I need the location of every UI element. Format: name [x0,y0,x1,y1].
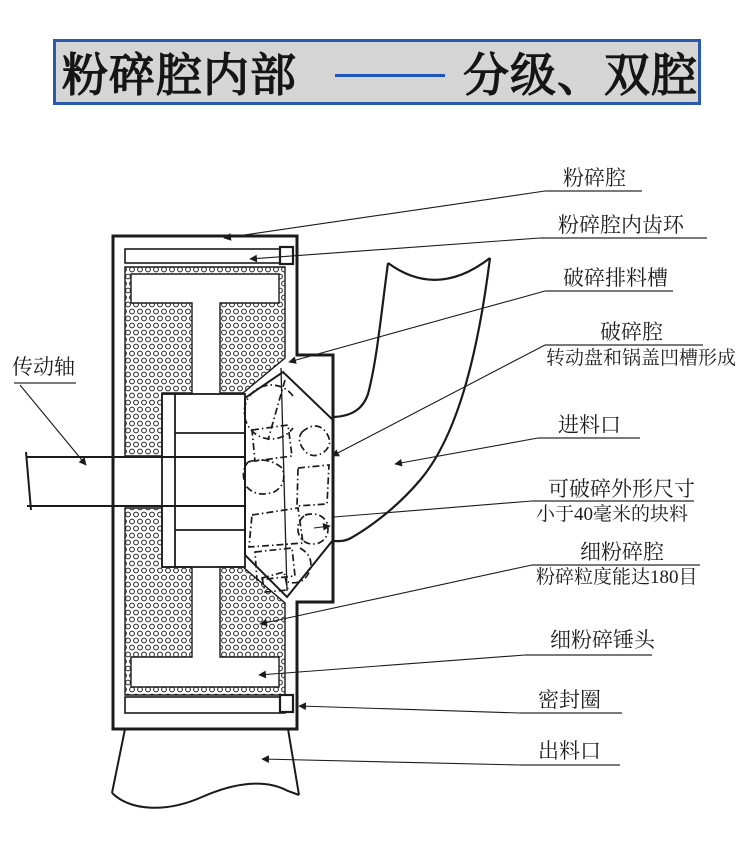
label-feed-size: 可破碎外形尺寸 [548,477,695,501]
label-gear-ring: 粉碎腔内齿环 [558,213,684,237]
banner-title-right: 分级、双腔 [463,48,698,102]
label-crushing-chamber: 破碎腔 [600,320,663,344]
hatched-grinding-body [125,267,285,695]
feed-chute [333,258,490,541]
seal-ring-marker [280,695,293,712]
label-fine-hammer: 细粉碎锤头 [550,628,655,652]
label-seal-ring: 密封圈 [538,688,601,712]
rotating-disc [162,394,245,567]
label-outlet: 出料口 [538,739,601,763]
outlet-chute [112,729,299,808]
drive-shaft [26,452,245,510]
label-drive-shaft: 传动轴 [12,355,75,379]
label-fine-chamber-sub: 粉碎粒度能达180目 [536,567,698,588]
label-discharge-slot: 破碎排料槽 [563,266,668,290]
label-feed-inlet: 进料口 [558,413,621,437]
label-fine-chamber: 细粉碎腔 [580,540,664,564]
banner-title-left: 粉碎腔内部 [62,48,297,102]
label-crushing-chamber-sub: 转动盘和锅盖凹槽形成 [546,348,737,369]
crushing-chamber-cavity [245,368,333,597]
label-feed-size-sub: 小于40毫米的块料 [536,504,689,525]
label-grinding-chamber: 粉碎腔 [563,166,626,190]
